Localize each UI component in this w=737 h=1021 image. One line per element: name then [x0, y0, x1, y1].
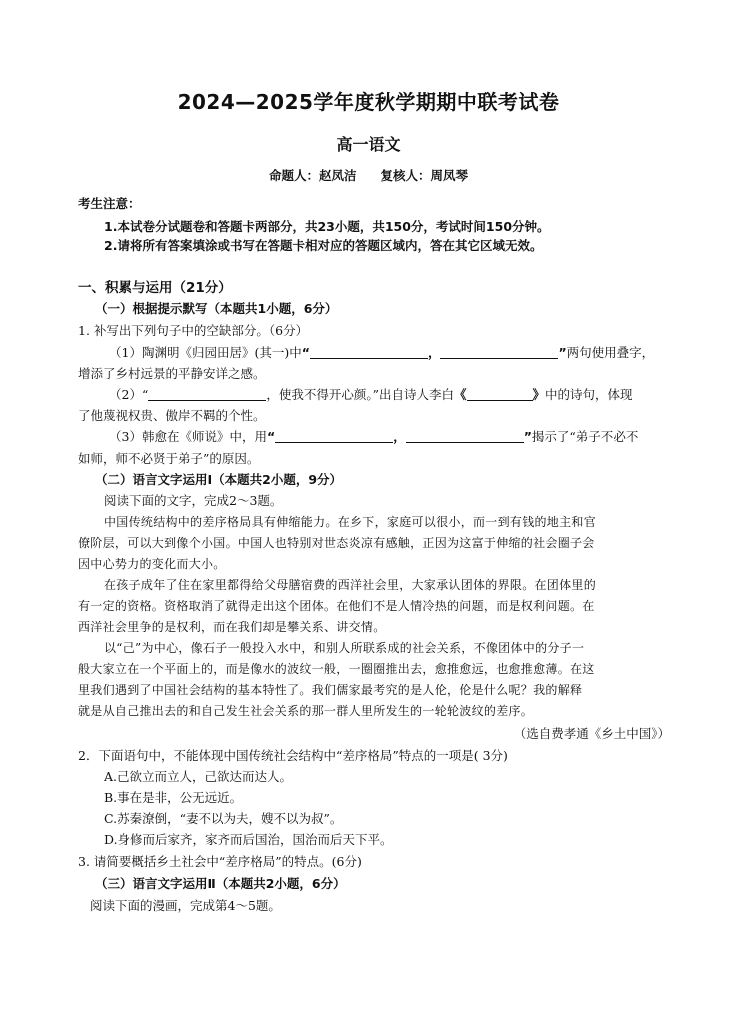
passage-line: 以“己”为中心，像石子一般投入水中，和别人所联系成的社会关系，不像团体中的分子一 [104, 641, 585, 655]
passage-line: 西洋社会里争的是权利，而在我们却是攀关系、讲交情。 [78, 620, 386, 634]
q2-option-d: D.身修而后家齐，家齐而后国治，国治而后天下平。 [104, 832, 393, 847]
passage-line: 中国传统结构中的差序格局具有伸缩能力。在乡下，家庭可以很小，而一到有钱的地主和官 [104, 515, 597, 529]
passage-line: 就是从自己推出去的和自己发生社会关系的那一群人里所发生的一轮轮波纹的差序。 [78, 704, 534, 718]
q1-item3-line2: 如师，师不必贤于弟子”的原因。 [78, 451, 260, 466]
q2-option-c: C.苏秦潦倒，“妻不以为夫，嫂不以为叔”。 [104, 811, 343, 826]
author-label: 命题人：赵凤洁 [268, 168, 357, 183]
part1-heading: （一）根据提示默写（本题共1小题，6分） [95, 301, 338, 316]
passage-line: 因中心势力的变化而大小。 [78, 557, 226, 571]
q2-option-a: A.己欲立而立人，己欲达而达人。 [104, 769, 293, 784]
answer-blank[interactable] [310, 346, 428, 359]
answer-blank[interactable] [148, 388, 266, 401]
q1-stem: 1. 补写出下列句子中的空缺部分。（6分） [78, 323, 309, 338]
passage-line: 般大家立在一个平面上的，而是像水的波纹一般，一圈圈推出去，愈推愈远，也愈推愈薄。在这 [78, 662, 595, 676]
passage-line: 僚阶层，可以大到像个小国。中国人也特别对世态炎凉有感触，正因为这富于伸缩的社会圈子会 [78, 536, 595, 550]
reviewer-label: 复核人：周凤琴 [380, 168, 469, 183]
passage-line: 在孩子成年了住在家里都得给父母膳宿费的西洋社会里，大家承认团体的界限。在团体里的 [104, 578, 597, 592]
passage-line: 有一定的资格。资格取消了就得走出这个团体。在他们不是人情冷热的问题，而是权利问题。在 [78, 599, 595, 613]
read-intro: 阅读下面的文字，完成2～3题。 [104, 493, 283, 508]
q1-item1-line2: 增添了乡村远景的平静安详之感。 [78, 366, 266, 381]
q1-item1-line1: （1）陶渊明《归园田居》(其一)中“ ， ”两句使用叠字， [109, 345, 655, 360]
page-title: 2024—2025学年度秋学期期中联考试卷 [177, 90, 560, 114]
notice-item-2: 2.请将所有答案填涂或书写在答题卡相对应的答题区域内，答在其它区域无效。 [104, 238, 543, 253]
subject-title: 高一语文 [336, 135, 401, 154]
section-heading: 一、积累与运用（21分） [78, 280, 232, 296]
part2-heading: （二）语言文字运用Ⅰ（本题共2小题，9分） [95, 472, 343, 487]
q2-stem: 2．下面语句中，不能体现中国传统社会结构中“差序格局”特点的一项是( 3分) [78, 748, 508, 763]
passage-source: （选自费孝通《乡土中国》） [513, 726, 670, 741]
q1-item2-line1: （2）“ ，使我不得开心颜。”出自诗人李白《 》中的诗句，体现 [109, 387, 633, 402]
notice-item-1: 1.本试卷分试题卷和答题卡两部分，共23小题，共150分，考试时间150分钟。 [104, 219, 550, 234]
passage-line: 里我们遇到了中国社会结构的基本特性了。我们儒家最考究的是人伦，伦是什么呢？我的解释 [78, 683, 583, 697]
q1-item2-line2: 了他蔑视权贵、傲岸不羁的个性。 [78, 408, 266, 423]
answer-blank[interactable] [440, 346, 558, 359]
authors-line [0, 166, 737, 184]
q3-stem: 3. 请简要概括乡土社会中“差序格局”的特点。(6分) [78, 854, 362, 869]
notice-heading: 考生注意： [78, 196, 141, 211]
part3-heading: （三）语言文字运用Ⅱ（本题共2小题，6分） [95, 876, 346, 891]
read-intro-2: 阅读下面的漫画，完成第4～5题。 [90, 898, 281, 913]
q1-item3-line1: （3）韩愈在《师说》中，用“ ， ”揭示了“弟子不必不 [109, 429, 639, 444]
answer-blank[interactable] [467, 388, 533, 401]
answer-blank[interactable] [275, 430, 393, 443]
q2-option-b: B.事在是非，公无远近。 [104, 790, 243, 805]
answer-blank[interactable] [406, 430, 524, 443]
